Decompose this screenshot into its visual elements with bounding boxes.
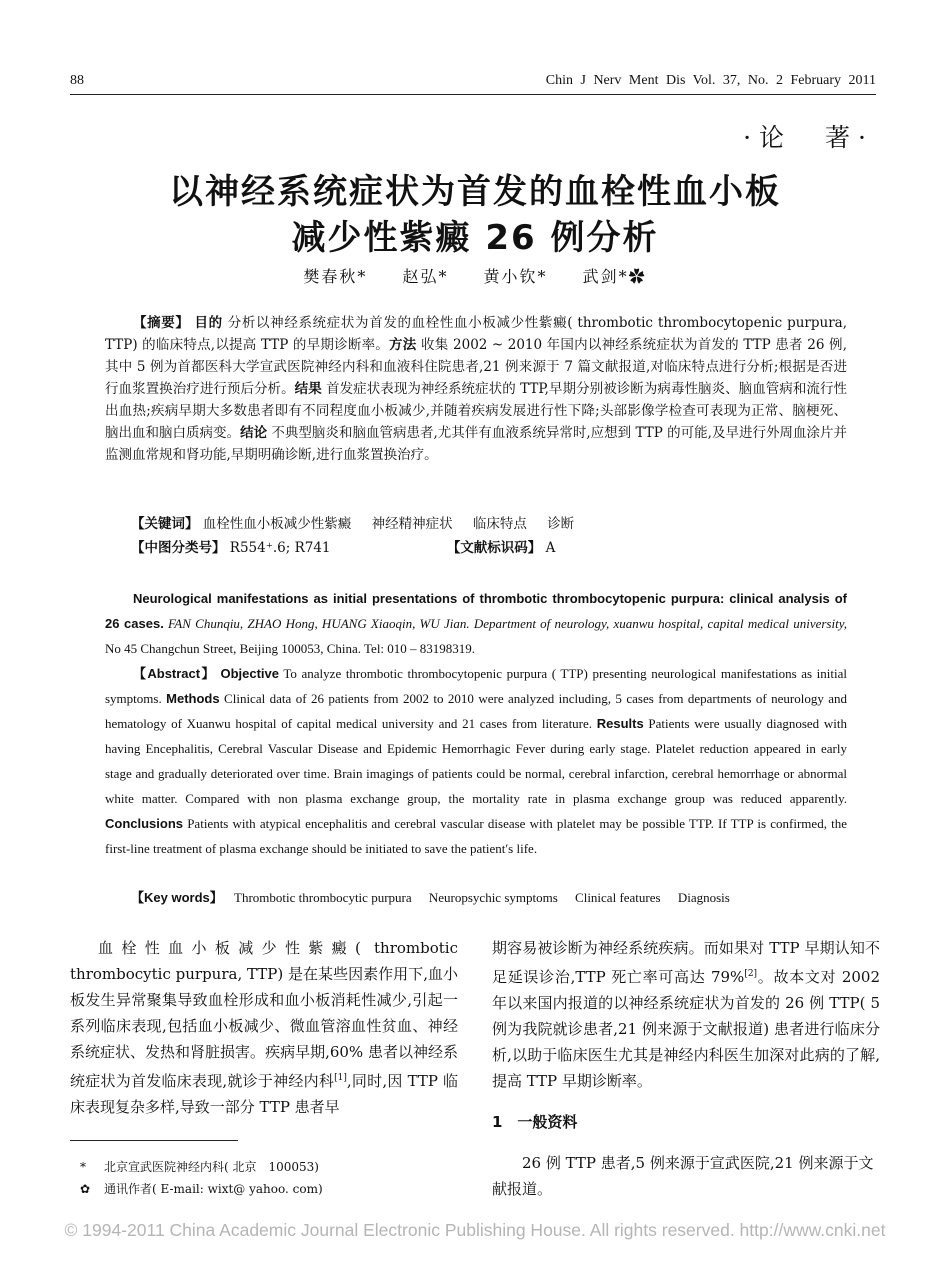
objective-text-en: To analyze thrombotic thrombocytopenic purpura ( TTP) presenting neurological manifestations as initial symptoms. — [105, 666, 848, 706]
results-label-en: Results — [596, 716, 644, 731]
abstract-label-en: 【Abstract】 — [133, 666, 216, 681]
section-heading: 1 一般资料 — [492, 1113, 578, 1131]
keyword-en: Thrombotic thrombocytic purpura — [234, 890, 412, 905]
author: 樊春秋* — [303, 267, 368, 286]
english-authors: FAN Chunqiu, ZHAO Hong, HUANG Xiaoqin, WU Jian. Department of neurology, xuanwu hospital, capital medical university, — [168, 616, 848, 631]
methods-label-en: Methods — [166, 691, 220, 706]
footnote-rule — [70, 1140, 238, 1141]
english-abstract — [105, 586, 847, 861]
results-text-en: Patients were usually diagnosed with having Encephalitis, Cerebral Vascular Disease and Epidemic Hemorrhagic Fever during early stage. Platelet reduction appeared in early stage and gradually deteriorated over time. Brain imagings of patients could be normal, cerebral infarction, cerebral hemorrhage or abnormal white matter. Compared with non plasma exchange group, the mortality rate in plasma exchange group was reduced apparently. — [105, 716, 847, 806]
classification-label: 【中图分类号】 — [131, 540, 226, 556]
article-title-line1: 以神经系统症状为首发的血栓性血小板 — [169, 172, 781, 212]
keyword-en: Neuropsychic symptoms — [428, 890, 558, 905]
footnote-text: 北京宣武医院神经内科( 北京 100053) — [104, 1160, 319, 1174]
copyright-footer: © 1994-2011 China Academic Journal Electronic Publishing House. All rights reserved. http://www.cnki.net — [64, 1220, 886, 1240]
methods-text: 收集 2002 ~ 2010 年国内以神经系统症状为首发的 TTP 患者 26 例,其中 5 例为首都医科大学宣武医院神经内科和血液科住院患者,21 例来源于 7 篇文献报道,对临床特点进行分析;根据是否进行血浆置换治疗进行预后分析。 — [105, 337, 847, 397]
english-title-block — [105, 586, 847, 661]
author-list — [0, 264, 950, 287]
journal-header: Chin J Nerv Ment Dis Vol. 37, No. 2 February 2011 — [545, 73, 876, 88]
body-text: 血栓性血小板减少性紫癜( thrombotic thrombocytic purpura, TTP) 是在某些因素作用下,血小板发生异常聚集导致血栓形成和血小板消耗性减少,引起一系列临床表现,包括血小板减少、微血管溶血性贫血、神经系统症状、发热和肾脏损害。疾病早期,60% 患者以神经系统症状为首发临床表现,就诊于神经内科 — [70, 939, 458, 1090]
body-text: 。故本文对 2002 年以来国内报道的以神经系统症状为首发的 26 例 TTP( 5 例为我院就诊患者,21 例来源于文献报道) 患者进行临床分析,以助于临床医生尤其是神经内科医生加深对此病的了解,提高 TTP 早期诊断率。 — [492, 968, 880, 1090]
keyword-en: Clinical features — [575, 890, 661, 905]
footnote-mark: * — [80, 1160, 86, 1174]
methods-text-en: Clinical data of 26 patients from 2002 to 2010 were analyzed including, 5 cases from departments of neurology and hematology of Xuanwu hospital of capital medical university and 21 cases from literature. — [105, 691, 848, 731]
english-address: No 45 Changchun Street, Beijing 100053, China. Tel: 010 – 83198319. — [105, 641, 476, 656]
results-label: 结果 — [294, 381, 322, 397]
keyword: 诊断 — [547, 516, 575, 532]
conclusions-label-en: Conclusions — [105, 816, 184, 831]
body-text: 期容易被诊断为神经系统疾病。而如果对 TTP 早期认知不足延误诊治,TTP 死亡率可高达 79% — [492, 939, 880, 986]
classification-row — [131, 536, 555, 556]
footnote-mark: ✿ — [80, 1182, 91, 1196]
header-rule — [70, 94, 876, 95]
page-number: 88 — [70, 73, 84, 88]
abstract-label: 【摘要】 — [133, 315, 190, 331]
objective-label: 目的 — [194, 315, 223, 331]
body-left-column — [70, 935, 458, 1120]
keyword: 临床特点 — [472, 516, 527, 532]
reference-marker: [1] — [334, 1073, 347, 1083]
objective-label-en: Objective — [220, 666, 279, 681]
author: 赵弘* — [402, 267, 449, 286]
author: 武剑*✿ — [582, 267, 647, 286]
conclusion-label: 结论 — [240, 425, 268, 441]
english-title: Neurological manifestations as initial presentations of thrombotic thrombocytopenic purpura: clinical analysis of 26 cases. — [105, 591, 847, 631]
keyword-en: Diagnosis — [677, 890, 730, 905]
english-abstract-body — [105, 661, 847, 861]
footnote-text: 通讯作者( E-mail: wixt@ yahoo. com) — [104, 1182, 323, 1196]
conclusions-text-en: Patients with atypical encephalitis and cerebral vascular disease with platelet may be possible TTP. If TTP is confirmed, the first-line treatment of plasma exchange should be initiated to save the patient′s life. — [105, 816, 848, 856]
author: 黄小钦* — [483, 267, 548, 286]
footnote — [80, 1180, 323, 1197]
keyword: 血栓性血小板减少性紫癜 — [202, 516, 352, 532]
article-title-line2: 减少性紫癜 26 例分析 — [291, 218, 659, 258]
keyword: 神经精神症状 — [371, 516, 453, 532]
keywords-label: 【关键词】 — [131, 516, 199, 532]
conclusion-text: 不典型脑炎和脑血管病患者,尤其伴有血液系统异常时,应想到 TTP 的可能,及早进行外周血涂片并监测血常规和肾功能,早期明确诊断,进行血浆置换治疗。 — [105, 425, 848, 463]
section-tag: ·论 著· — [743, 123, 874, 152]
reference-marker: [2] — [744, 969, 758, 979]
methods-label: 方法 — [389, 337, 417, 353]
classification-value: R554⁺.6; R741 — [229, 540, 331, 556]
doc-code-value: A — [545, 540, 556, 556]
chinese-abstract — [105, 312, 847, 466]
body-text: ,同时,因 TTP 临床表现复杂多样,导致一部分 TTP 患者早 — [70, 1072, 458, 1116]
section-text: 26 例 TTP 患者,5 例来源于宣武医院,21 例来源于文献报道。 — [492, 1154, 874, 1198]
body-right-column — [492, 935, 880, 1094]
objective-text: 分析以神经系统症状为首发的血栓性血小板减少性紫癜( thrombotic thrombocytopenic purpura, TTP) 的临床特点,以提高 TTP 的早期诊断率。 — [105, 315, 847, 353]
results-text: 首发症状表现为神经系统症状的 TTP,早期分别被诊断为病毒性脑炎、脑血管病和流行性出血热;疾病早期大多数患者即有不同程度血小板减少,并随着疾病发展进行性下降;头部影像学检查可表现为正常、脑梗死、脑出血和脑白质病变。 — [105, 381, 847, 441]
doc-code-label: 【文献标识码】 — [446, 540, 542, 556]
keywords-label-en: 【Key words】 — [131, 890, 223, 905]
keywords-cn — [131, 512, 590, 532]
keywords-en — [131, 887, 744, 906]
footnote — [80, 1158, 319, 1175]
